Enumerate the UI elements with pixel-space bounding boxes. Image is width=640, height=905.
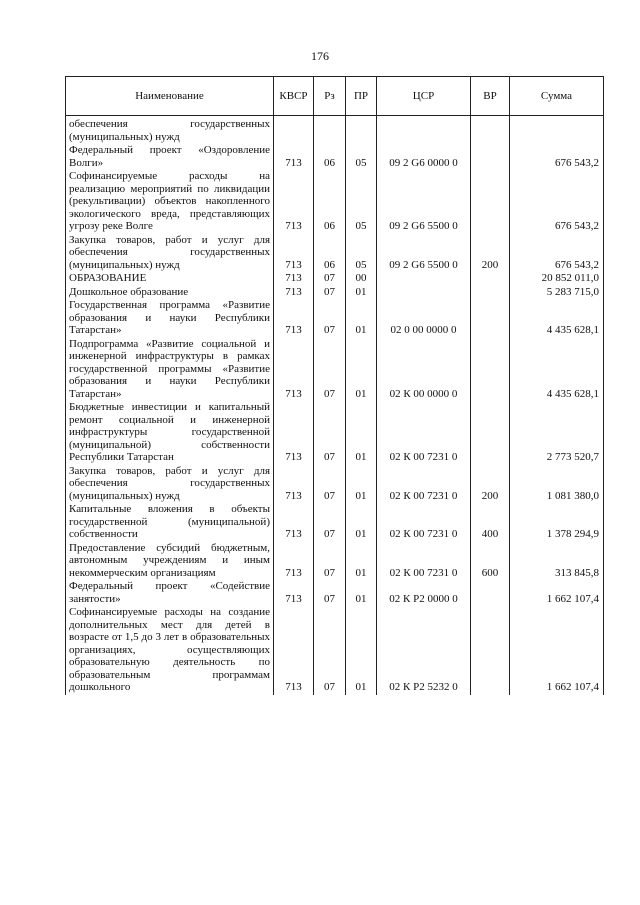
- table-row: [66, 606, 604, 695]
- row-name: Государственная программа «Развитие образования и науки Республики Татарстан»: [66, 299, 274, 338]
- row-vr: 200: [471, 234, 510, 273]
- row-name: Софинансируемые расходы на реализацию мероприятий по ликвидации (рекультивации) объектов накопленного экологического вреда, представляющих угрозу реке Волге: [66, 170, 274, 234]
- header-vr: ВР: [471, 77, 510, 116]
- row-sum: 4 435 628,1: [510, 338, 604, 402]
- row-rz: 07: [314, 606, 346, 695]
- row-kvsr: 713: [274, 286, 314, 300]
- row-pr: [346, 116, 377, 145]
- row-rz: 07: [314, 299, 346, 338]
- row-kvsr: 713: [274, 170, 314, 234]
- row-csr: 02 К 00 0000 0: [377, 338, 471, 402]
- row-csr: 02 К 00 7231 0: [377, 465, 471, 504]
- row-vr: [471, 116, 510, 145]
- header-name: Наименование: [66, 77, 274, 116]
- row-sum: 4 435 628,1: [510, 299, 604, 338]
- row-csr: 02 К Р2 0000 0: [377, 580, 471, 606]
- row-name: Закупка товаров, работ и услуг для обеспечения государственных (муниципальных) нужд: [66, 465, 274, 504]
- table-row: [66, 234, 604, 273]
- header-kvsr: КВСР: [274, 77, 314, 116]
- row-vr: [471, 606, 510, 695]
- table-row: [66, 401, 604, 465]
- row-csr: 02 К Р2 5232 0: [377, 606, 471, 695]
- row-kvsr: 713: [274, 542, 314, 581]
- row-kvsr: 713: [274, 580, 314, 606]
- table-row: [66, 542, 604, 581]
- header-pr: ПР: [346, 77, 377, 116]
- row-sum: 676 543,2: [510, 234, 604, 273]
- row-kvsr: 713: [274, 503, 314, 542]
- row-kvsr: 713: [274, 234, 314, 273]
- row-kvsr: 713: [274, 338, 314, 402]
- row-rz: 07: [314, 401, 346, 465]
- row-rz: 07: [314, 286, 346, 300]
- row-pr: 05: [346, 234, 377, 273]
- row-csr: 02 К 00 7231 0: [377, 401, 471, 465]
- row-pr: 01: [346, 580, 377, 606]
- row-rz: 06: [314, 144, 346, 170]
- row-rz: 06: [314, 234, 346, 273]
- header-rz: Рз: [314, 77, 346, 116]
- row-csr: [377, 272, 471, 286]
- row-kvsr: 713: [274, 606, 314, 695]
- row-sum: 1 662 107,4: [510, 606, 604, 695]
- row-vr: [471, 338, 510, 402]
- table-row: [66, 503, 604, 542]
- row-rz: 07: [314, 465, 346, 504]
- row-csr: 02 К 00 7231 0: [377, 503, 471, 542]
- row-name: ОБРАЗОВАНИЕ: [66, 272, 274, 286]
- row-name: Федеральный проект «Оздоровление Волги»: [66, 144, 274, 170]
- row-rz: [314, 116, 346, 145]
- row-name: Дошкольное образование: [66, 286, 274, 300]
- row-pr: 01: [346, 503, 377, 542]
- row-vr: 400: [471, 503, 510, 542]
- row-kvsr: 713: [274, 401, 314, 465]
- row-sum: 313 845,8: [510, 542, 604, 581]
- table-row: [66, 580, 604, 606]
- row-pr: 01: [346, 401, 377, 465]
- row-kvsr: 713: [274, 272, 314, 286]
- row-pr: 05: [346, 170, 377, 234]
- table-row: [66, 338, 604, 402]
- row-sum: 5 283 715,0: [510, 286, 604, 300]
- row-csr: 09 2 G6 0000 0: [377, 144, 471, 170]
- row-sum: 676 543,2: [510, 144, 604, 170]
- row-rz: 07: [314, 542, 346, 581]
- row-vr: [471, 299, 510, 338]
- row-csr: 09 2 G6 5500 0: [377, 170, 471, 234]
- row-vr: 200: [471, 465, 510, 504]
- row-csr: 09 2 G6 5500 0: [377, 234, 471, 273]
- row-rz: 06: [314, 170, 346, 234]
- row-sum: 1 081 380,0: [510, 465, 604, 504]
- row-rz: 07: [314, 272, 346, 286]
- row-vr: 600: [471, 542, 510, 581]
- table-row: [66, 116, 604, 145]
- table-header-row: [66, 77, 604, 116]
- table-row: [66, 144, 604, 170]
- header-csr: ЦСР: [377, 77, 471, 116]
- row-vr: [471, 170, 510, 234]
- row-name: Закупка товаров, работ и услуг для обеспечения государственных (муниципальных) нужд: [66, 234, 274, 273]
- row-name: обеспечения государственных (муниципальных) нужд: [66, 116, 274, 145]
- row-name: Федеральный проект «Содействие занятости»: [66, 580, 274, 606]
- row-pr: 00: [346, 272, 377, 286]
- row-vr: [471, 144, 510, 170]
- row-vr: [471, 286, 510, 300]
- row-pr: 01: [346, 338, 377, 402]
- row-sum: 1 378 294,9: [510, 503, 604, 542]
- row-pr: 01: [346, 286, 377, 300]
- row-sum: 676 543,2: [510, 170, 604, 234]
- row-rz: 07: [314, 503, 346, 542]
- row-pr: 01: [346, 542, 377, 581]
- row-pr: 01: [346, 299, 377, 338]
- row-vr: [471, 401, 510, 465]
- row-name: Софинансируемые расходы на создание дополнительных мест для детей в возрасте от 1,5 до 3 лет в образовательных организациях, осуществляющих образовательную деятельность по образовательным программам дошкольного: [66, 606, 274, 695]
- budget-table: [65, 76, 604, 695]
- row-sum: [510, 116, 604, 145]
- header-sum: Сумма: [510, 77, 604, 116]
- row-sum: 20 852 011,0: [510, 272, 604, 286]
- row-kvsr: 713: [274, 465, 314, 504]
- row-rz: 07: [314, 580, 346, 606]
- table-row: [66, 286, 604, 300]
- page-number: 176: [311, 49, 329, 63]
- row-sum: 1 662 107,4: [510, 580, 604, 606]
- row-sum: 2 773 520,7: [510, 401, 604, 465]
- row-name: Предоставление субсидий бюджетным, автономным учреждениям и иным некоммерческим организациям: [66, 542, 274, 581]
- table-row: [66, 299, 604, 338]
- row-csr: [377, 286, 471, 300]
- row-kvsr: 713: [274, 144, 314, 170]
- row-name: Подпрограмма «Развитие социальной и инженерной инфраструктуры в рамках государственной программы «Развитие образования и науки Республики Татарстан»: [66, 338, 274, 402]
- row-kvsr: 713: [274, 299, 314, 338]
- row-pr: 05: [346, 144, 377, 170]
- row-csr: 02 К 00 7231 0: [377, 542, 471, 581]
- row-csr: 02 0 00 0000 0: [377, 299, 471, 338]
- row-kvsr: [274, 116, 314, 145]
- table-row: [66, 170, 604, 234]
- row-vr: [471, 272, 510, 286]
- row-name: Бюджетные инвестиции и капитальный ремонт социальной и инженерной инфраструктуры государственной (муниципальной) собственности Республики Татарстан: [66, 401, 274, 465]
- row-rz: 07: [314, 338, 346, 402]
- table-row: [66, 272, 604, 286]
- row-name: Капитальные вложения в объекты государственной (муниципальной) собственности: [66, 503, 274, 542]
- row-pr: 01: [346, 465, 377, 504]
- row-csr: [377, 116, 471, 145]
- row-vr: [471, 580, 510, 606]
- row-pr: 01: [346, 606, 377, 695]
- table-row: [66, 465, 604, 504]
